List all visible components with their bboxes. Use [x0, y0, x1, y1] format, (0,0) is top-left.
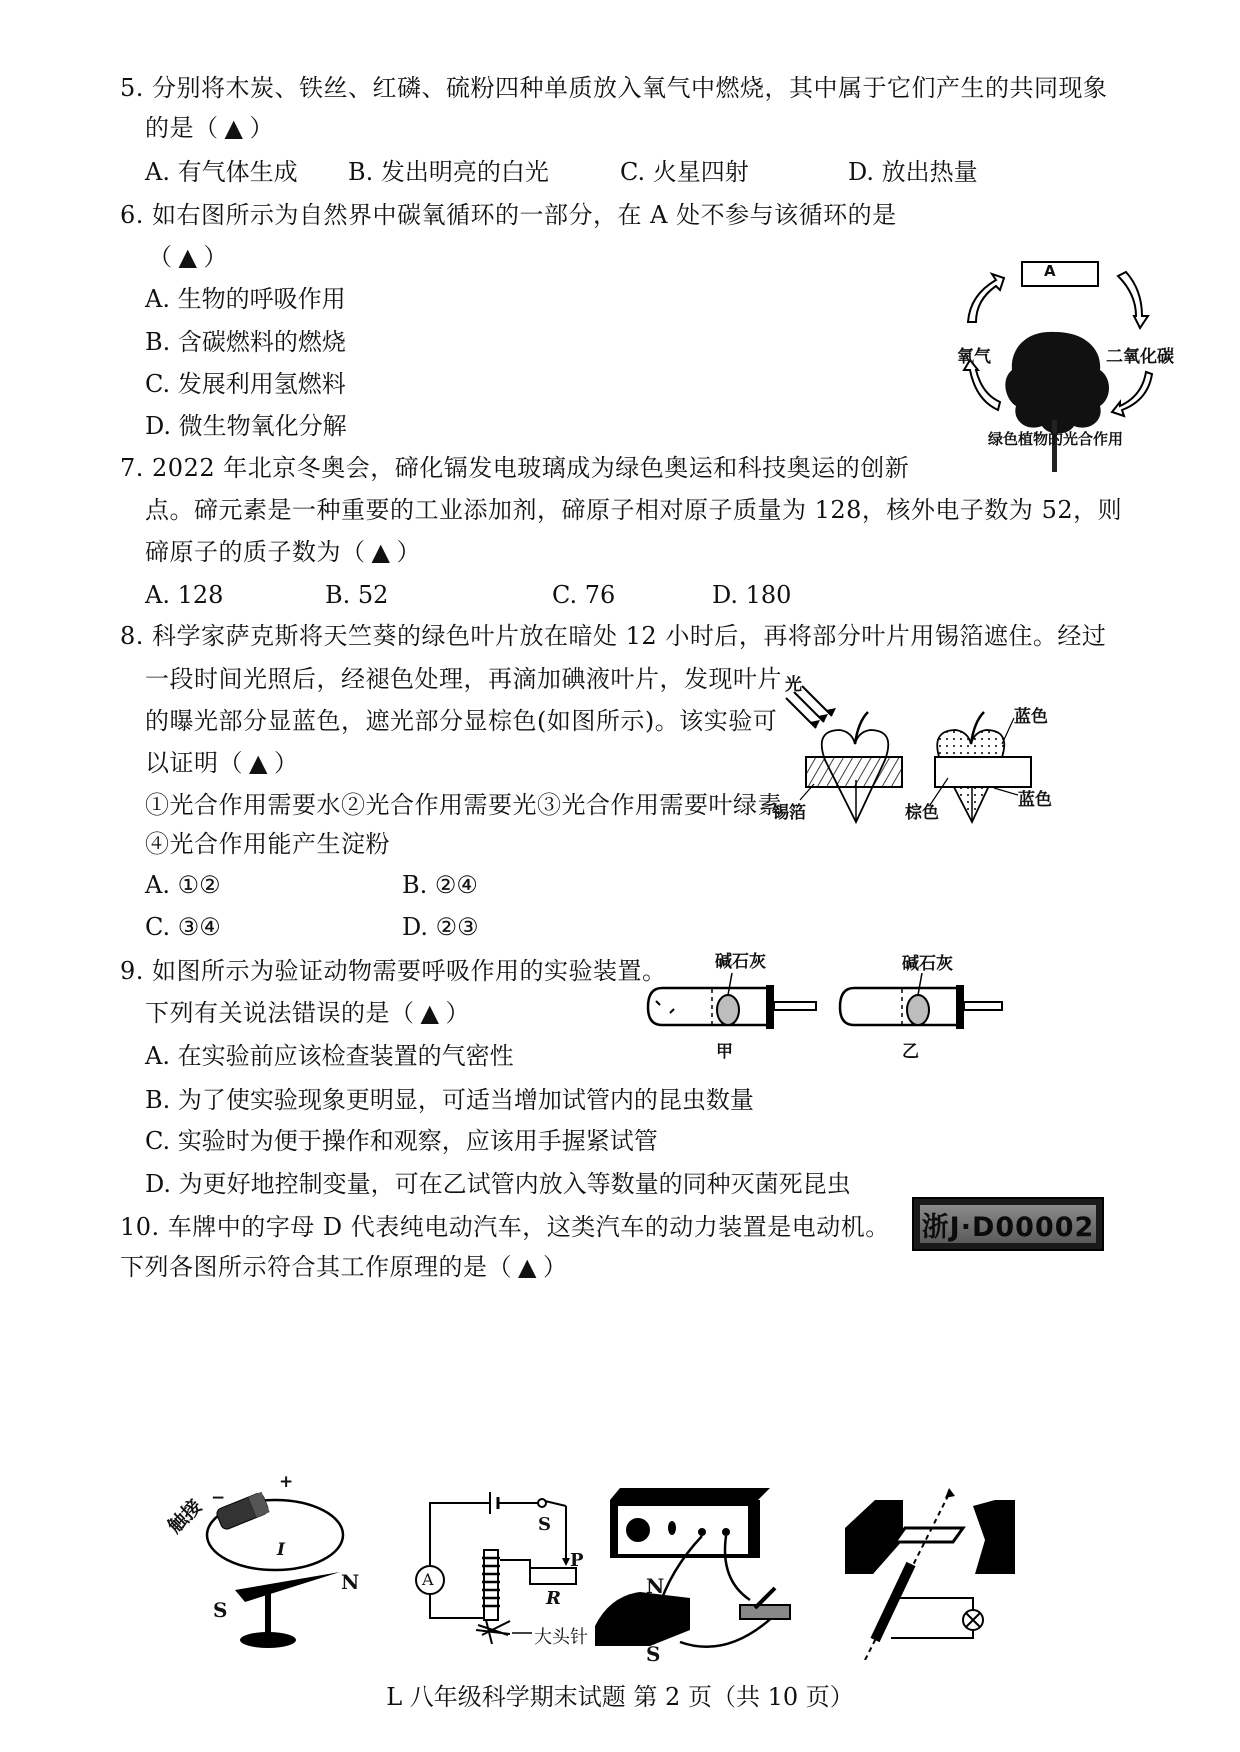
north-label: N: [341, 1570, 360, 1594]
q9-stem-line2: [145, 998, 470, 1028]
test-tubes-icon: [640, 945, 1020, 1055]
q9-option-b: B. 为了使实验现象更明显，可适当增加试管内的昆虫数量: [145, 1086, 754, 1114]
q9-option-a: A. 在实验前应该检查装置的气密性: [145, 1042, 514, 1070]
soda-lime-label-1: 碱石灰: [715, 952, 766, 972]
license-plate: [912, 1197, 1104, 1251]
q8-stem-post: ）: [273, 749, 299, 777]
switch-label: S: [538, 1514, 551, 1535]
south-label: S: [213, 1598, 228, 1622]
pins-label: 大头针: [534, 1627, 588, 1648]
q10-figure-3-generator: [580, 1480, 800, 1666]
photosynthesis-caption: 绿色植物的光合作用: [988, 430, 1124, 448]
q6-stem-post: ）: [203, 243, 228, 271]
q6-stem-line2: [148, 242, 228, 272]
blue-label-bottom: 蓝色: [1018, 790, 1052, 810]
q7-stem-line3: [145, 537, 421, 567]
blue-label-top: 蓝色: [1014, 707, 1048, 727]
carbon-oxygen-cycle-figure: [930, 250, 1180, 500]
ammeter-label: A: [422, 1570, 434, 1589]
tube-yi-label: 乙: [902, 1042, 919, 1062]
q5-option-a: A. 有气体生成: [145, 158, 298, 186]
cycle-box-a-label: A: [1044, 262, 1056, 280]
q10-stem-line1: 10. 车牌中的字母 D 代表纯电动汽车，这类汽车的动力装置是电动机。: [120, 1213, 890, 1241]
q6-option-b: B. 含碳燃料的燃烧: [145, 328, 346, 356]
q5-stem-post: ）: [249, 114, 274, 142]
q8-stem-line4: [145, 748, 298, 778]
answer-mark-icon: ▲: [249, 749, 268, 777]
q7-option-c: C. 76: [552, 581, 616, 609]
power-supply-magnet-icon: [580, 1480, 800, 1660]
carbon-dioxide-label: 二氧化碳: [1106, 347, 1174, 367]
leaf-experiment-figure: [770, 660, 1050, 830]
answer-mark-icon: ▲: [420, 999, 440, 1027]
touch-label: 触接: [163, 1495, 207, 1538]
q10-stem-pre: 下列各图所示符合其工作原理的是（: [120, 1253, 512, 1281]
q6-option-d: D. 微生物氧化分解: [145, 412, 347, 440]
license-plate-text: 浙J·D00002: [920, 1205, 1096, 1243]
q5-option-b: B. 发出明亮的白光: [348, 158, 549, 186]
q6-option-a: A. 生物的呼吸作用: [145, 285, 346, 313]
q7-stem-line2: 点。碲元素是一种重要的工业添加剂，碲原子相对原子质量为 128，核外电子数为 52，则: [145, 496, 1123, 524]
q5-option-d: D. 放出热量: [848, 158, 978, 186]
q8-option-c: C. ③④: [145, 913, 221, 941]
q8-option-d: D. ②③: [402, 913, 479, 941]
q10-figure-1-oersted: [163, 1472, 375, 1660]
slider-label: P: [570, 1550, 584, 1571]
q8-stem-pre: 以证明（: [145, 749, 243, 777]
q5-stem-pre: 的是（: [145, 114, 219, 142]
light-label: 光: [785, 675, 802, 695]
q7-stem-post: ）: [396, 538, 421, 566]
minus-terminal-label: −: [211, 1488, 226, 1508]
q10-figure-4-motor-coil: [845, 1480, 1045, 1660]
plus-terminal-label: +: [279, 1472, 294, 1492]
q6-stem-pre: （: [148, 243, 173, 271]
q8-statements-line1: ①光合作用需要水②光合作用需要光③光合作用需要叶绿素: [145, 791, 782, 819]
current-label: I: [277, 1540, 285, 1560]
coil-magnet-bulb-icon: [845, 1480, 1045, 1660]
north-label: N: [646, 1574, 665, 1598]
q5-stem-line1: 5. 分别将木炭、铁丝、红磷、硫粉四种单质放入氧气中燃烧，其中属于它们产生的共同现象: [120, 74, 1108, 102]
q8-statements-line2: ④光合作用能产生淀粉: [145, 830, 390, 858]
q6-stem-line1: 6. 如右图所示为自然界中碳氧循环的一部分，在 A 处不参与该循环的是: [120, 201, 897, 229]
soda-lime-label-2: 碱石灰: [902, 954, 953, 974]
q9-stem-line1: 9. 如图所示为验证动物需要呼吸作用的实验装置。: [120, 957, 667, 985]
q5-option-c: C. 火星四射: [620, 158, 749, 186]
answer-mark-icon: ▲: [371, 538, 391, 566]
tube-jia-label: 甲: [716, 1042, 733, 1062]
brown-label: 棕色: [905, 803, 939, 823]
page-footer: L 八年级科学期末试题 第 2 页（共 10 页）: [386, 1683, 854, 1711]
test-tube-figure: [640, 945, 1020, 1062]
q10-figure-2-electromagnet: [390, 1480, 588, 1660]
q6-option-c: C. 发展利用氢燃料: [145, 370, 346, 398]
q7-option-b: B. 52: [325, 581, 389, 609]
tin-foil-label: 锡箔: [772, 803, 806, 823]
q10-stem-line2: [120, 1252, 567, 1282]
q7-option-a: A. 128: [145, 581, 224, 609]
q8-stem-line3: 的曝光部分显蓝色，遮光部分显棕色(如图所示)。该实验可: [145, 707, 778, 735]
q8-option-a: A. ①②: [145, 871, 221, 899]
answer-mark-icon: ▲: [518, 1253, 537, 1281]
q5-stem-line2: [145, 113, 274, 143]
answer-mark-icon: ▲: [224, 114, 244, 142]
q7-stem-line1: 7. 2022 年北京冬奥会，碲化镉发电玻璃成为绿色奥运和科技奥运的创新: [120, 454, 910, 482]
q9-stem-post: ）: [445, 999, 470, 1027]
q9-option-c: C. 实验时为便于操作和观察，应该用手握紧试管: [145, 1127, 658, 1155]
q7-stem-pre: 碲原子的质子数为（: [145, 538, 366, 566]
answer-mark-icon: ▲: [178, 243, 198, 271]
q10-stem-post: ）: [542, 1253, 568, 1281]
q8-option-b: B. ②④: [402, 871, 478, 899]
tree-cycle-icon: [930, 250, 1180, 500]
q8-stem-line1: 8. 科学家萨克斯将天竺葵的绿色叶片放在暗处 12 小时后，再将部分叶片用锡箔遮住。经过: [120, 622, 1107, 650]
q8-stem-line2: 一段时间光照后，经褪色处理，再滴加碘液叶片，发现叶片: [145, 665, 782, 693]
q9-option-d: D. 为更好地控制变量，可在乙试管内放入等数量的同种灭菌死昆虫: [145, 1170, 851, 1198]
q7-option-d: D. 180: [712, 581, 792, 609]
resistor-label: R: [546, 1588, 561, 1609]
q9-stem-pre: 下列有关说法错误的是（: [145, 999, 415, 1027]
south-label: S: [646, 1642, 661, 1666]
oxygen-label: 氧气: [957, 347, 991, 367]
